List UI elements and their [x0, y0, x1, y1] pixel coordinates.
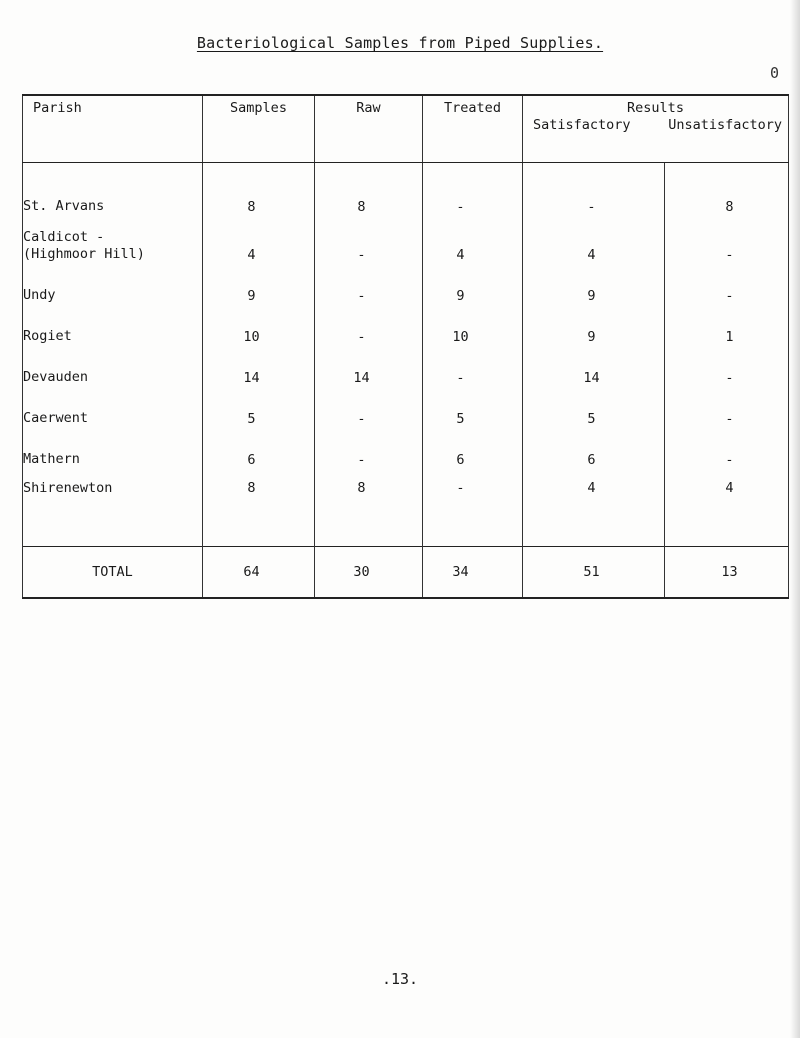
treated-cell: 5 — [423, 390, 523, 431]
page-title — [0, 34, 800, 52]
satisfactory-cell: 5 — [523, 390, 665, 431]
unsatisfactory-cell: - — [665, 390, 789, 431]
parish-name-line-1: Caldicot - — [23, 229, 105, 245]
satisfactory-cell: - — [523, 163, 665, 220]
parish-name-line-2: (Highmoor Hill) — [23, 246, 145, 262]
total-treated-cell: 34 — [423, 547, 523, 599]
page-number: .13. — [381, 970, 419, 988]
satisfactory-cell: 6 — [523, 431, 665, 472]
parish-cell: Devauden — [23, 349, 203, 390]
treated-cell: - — [423, 163, 523, 220]
total-unsatisfactory-cell: 13 — [665, 547, 789, 599]
parish-cell — [23, 219, 203, 267]
table-row — [23, 308, 789, 349]
total-raw-cell: 30 — [315, 547, 423, 599]
samples-cell: 10 — [203, 308, 315, 349]
raw-cell: - — [315, 390, 423, 431]
header-results-label: Results — [627, 100, 684, 116]
unsatisfactory-cell: - — [665, 267, 789, 308]
total-samples-cell: 64 — [203, 547, 315, 599]
parish-cell: Rogiet — [23, 308, 203, 349]
treated-cell: - — [423, 472, 523, 547]
header-unsatisfactory: Unsatisfactory — [668, 117, 782, 133]
samples-table — [22, 94, 789, 599]
header-treated: Treated — [423, 95, 523, 163]
parish-cell: Undy — [23, 267, 203, 308]
table-row — [23, 349, 789, 390]
table-row — [23, 267, 789, 308]
satisfactory-cell: 14 — [523, 349, 665, 390]
samples-cell: 14 — [203, 349, 315, 390]
unsatisfactory-cell: - — [665, 431, 789, 472]
table-row — [23, 431, 789, 472]
table-header-row — [23, 95, 789, 163]
header-parish: Parish — [23, 95, 203, 163]
total-satisfactory-cell: 51 — [523, 547, 665, 599]
parish-cell: Shirenewton — [23, 472, 203, 547]
satisfactory-cell: 4 — [523, 219, 665, 267]
page-edge-shadow — [790, 0, 800, 1038]
corner-page-mark: 0 — [770, 64, 780, 82]
header-results — [523, 95, 789, 163]
treated-cell: 10 — [423, 308, 523, 349]
table-row — [23, 472, 789, 547]
samples-cell: 6 — [203, 431, 315, 472]
total-label: TOTAL — [23, 547, 203, 599]
samples-cell: 8 — [203, 472, 315, 547]
raw-cell: - — [315, 267, 423, 308]
samples-cell: 5 — [203, 390, 315, 431]
treated-cell: 6 — [423, 431, 523, 472]
header-satisfactory: Satisfactory — [533, 117, 631, 133]
table-row — [23, 219, 789, 267]
unsatisfactory-cell: - — [665, 349, 789, 390]
parish-cell: Mathern — [23, 431, 203, 472]
treated-cell: - — [423, 349, 523, 390]
raw-cell: - — [315, 308, 423, 349]
raw-cell: - — [315, 219, 423, 267]
header-raw: Raw — [315, 95, 423, 163]
unsatisfactory-cell: 1 — [665, 308, 789, 349]
samples-cell: 9 — [203, 267, 315, 308]
satisfactory-cell: 9 — [523, 308, 665, 349]
table-row — [23, 390, 789, 431]
samples-cell: 8 — [203, 163, 315, 220]
header-samples: Samples — [203, 95, 315, 163]
raw-cell: 8 — [315, 472, 423, 547]
raw-cell: 8 — [315, 163, 423, 220]
unsatisfactory-cell: - — [665, 219, 789, 267]
parish-cell: Caerwent — [23, 390, 203, 431]
raw-cell: 14 — [315, 349, 423, 390]
satisfactory-cell: 4 — [523, 472, 665, 547]
samples-cell: 4 — [203, 219, 315, 267]
unsatisfactory-cell: 4 — [665, 472, 789, 547]
parish-cell: St. Arvans — [23, 163, 203, 220]
page-title-text: Bacteriological Samples from Piped Supplies. — [196, 34, 604, 52]
treated-cell: 9 — [423, 267, 523, 308]
table-row — [23, 163, 789, 220]
raw-cell: - — [315, 431, 423, 472]
total-row — [23, 547, 789, 599]
treated-cell: 4 — [423, 219, 523, 267]
satisfactory-cell: 9 — [523, 267, 665, 308]
unsatisfactory-cell: 8 — [665, 163, 789, 220]
